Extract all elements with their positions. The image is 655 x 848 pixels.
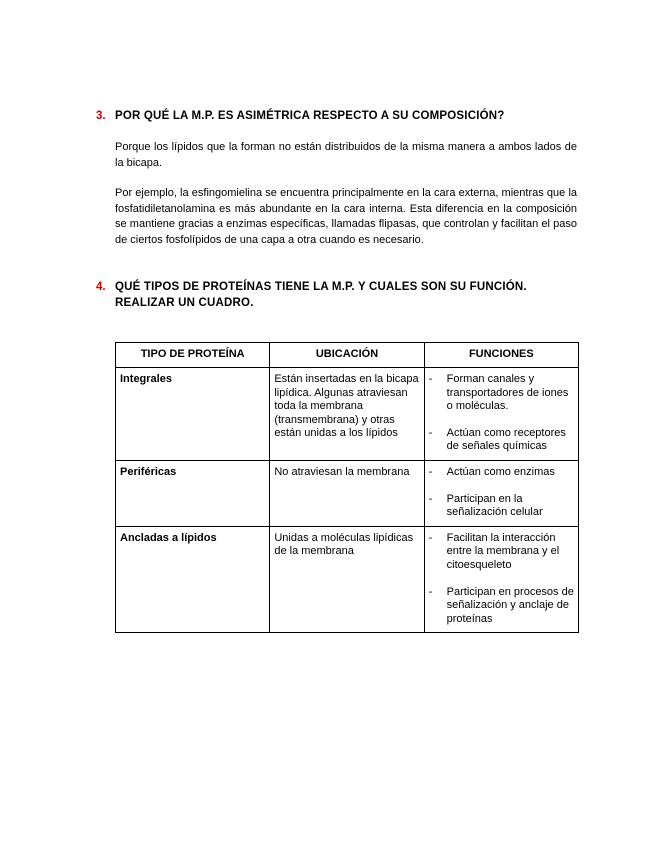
function-item	[429, 466, 574, 480]
header-funciones: FUNCIONES	[424, 343, 578, 368]
question-4-title-line-2: REALIZAR UN CUADRO.	[115, 297, 254, 309]
functions-cell	[424, 460, 578, 526]
function-item	[429, 493, 574, 520]
question-3-number: 3.	[96, 110, 106, 122]
question-3-paragraph-2: Por ejemplo, la esfingomielina se encuentra principalmente en la cara externa, mientras que la fosfatidiletanolamina es más abundante en la cara interna. Esta diferencia en la composición se mantiene gracias a enzimas específicas, llamadas flipasas, que controlan y facilitan el paso de ciertos fosfolípidos de una capa a otra cuando es necesario.	[115, 187, 577, 246]
function-text: Actúan como enzimas	[446, 465, 555, 478]
question-3-title: POR QUÉ LA M.P. ES ASIMÉTRICA RESPECTO A SU COMPOSICIÓN?	[115, 110, 505, 122]
function-item	[429, 586, 574, 627]
functions-cell	[424, 368, 578, 461]
protein-type-cell: Periféricas	[116, 460, 270, 526]
question-4-title	[115, 279, 527, 311]
function-text: Forman canales y transportadores de iones o moléculas.	[446, 373, 569, 413]
location-cell: No atraviesan la membrana	[270, 460, 424, 526]
bullet-dash: -	[428, 465, 433, 478]
function-item	[429, 427, 574, 454]
function-text: Facilitan la interacción entre la membrana y el citoesqueleto	[446, 531, 560, 571]
function-text: Participan en la señalización celular	[446, 492, 543, 519]
location-cell: Unidas a moléculas lipídicas de la membrana	[270, 526, 424, 633]
functions-cell	[424, 526, 578, 633]
function-item	[429, 373, 574, 414]
header-ubicacion: UBICACIÓN	[270, 343, 424, 368]
protein-types-table	[115, 342, 579, 633]
bullet-dash: -	[428, 585, 433, 598]
function-text: Participan en procesos de señalización y anclaje de proteínas	[446, 585, 574, 625]
bullet-dash: -	[428, 373, 433, 385]
table-row	[116, 526, 579, 633]
table-row	[116, 460, 579, 526]
question-4-number: 4.	[96, 281, 106, 293]
table-row	[116, 368, 579, 461]
question-3-heading	[96, 108, 504, 124]
question-4-heading	[96, 279, 527, 311]
bullet-dash: -	[428, 531, 433, 544]
protein-type-cell: Ancladas a lípidos	[116, 526, 270, 633]
question-4-title-line-1: QUÉ TIPOS DE PROTEÍNAS TIENE LA M.P. Y CUALES SON SU FUNCIÓN.	[115, 281, 527, 293]
header-tipo-de-proteina: TIPO DE PROTEÍNA	[116, 343, 270, 368]
table-header-row	[116, 343, 579, 368]
protein-type-cell: Integrales	[116, 368, 270, 461]
function-item	[429, 532, 574, 573]
question-3-paragraph-1: Porque los lípidos que la forman no están distribuidos de la misma manera a ambos lados de la bicapa.	[115, 141, 577, 169]
bullet-dash: -	[428, 426, 433, 439]
bullet-dash: -	[428, 492, 433, 505]
location-cell: Están insertadas en la bicapa lipídica. Algunas atraviesan toda la membrana (transmembrana) y otras están unidas a los lípidos	[270, 368, 424, 461]
function-text: Actúan como receptores de señales químicas	[446, 426, 566, 453]
